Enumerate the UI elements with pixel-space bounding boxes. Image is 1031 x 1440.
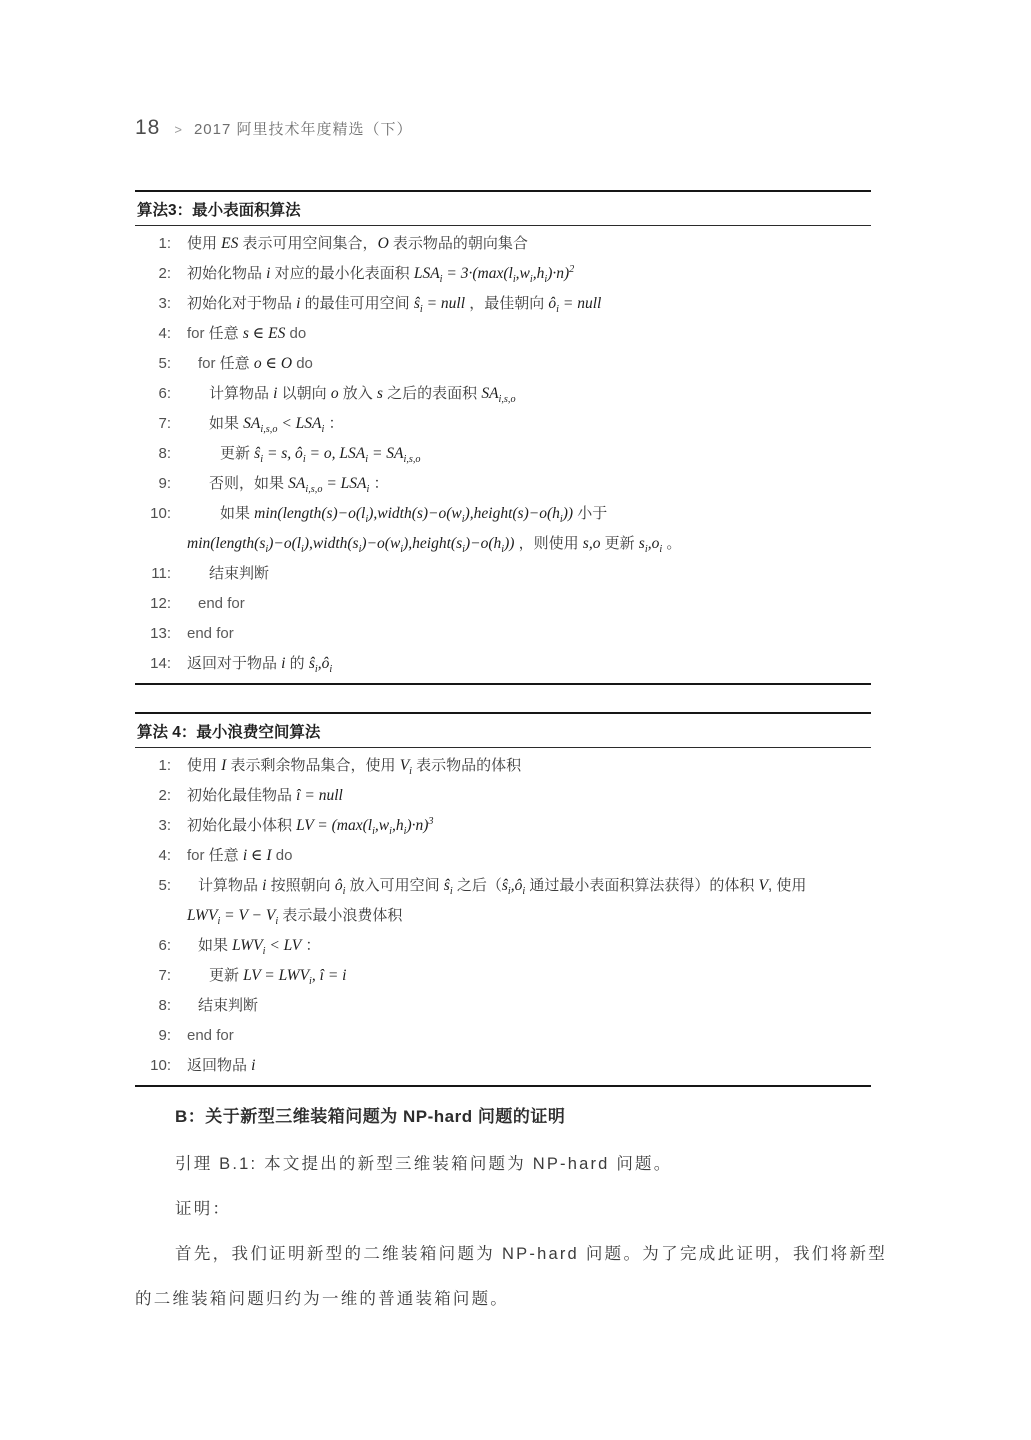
algorithm3-title: 算法3：最小表面积算法 bbox=[135, 192, 871, 226]
algorithm-line bbox=[135, 961, 871, 991]
algorithm-line bbox=[135, 781, 871, 811]
line-number: 9: bbox=[158, 1027, 171, 1044]
section-b-heading: B：关于新型三维装箱问题为 NP-hard 问题的证明 bbox=[175, 1107, 566, 1126]
line-text: end for bbox=[187, 625, 234, 642]
line-number: 4: bbox=[158, 847, 171, 864]
line-text: 初始化对于物品 i 的最佳可用空间 $ŝ_i$ = null ，最佳朝向 $ô_i$ = null bbox=[187, 295, 602, 316]
line-number: 8: bbox=[158, 445, 171, 462]
line-text: for 任意 i ∈ I do bbox=[187, 847, 293, 864]
line-text: 使用 ES 表示可用空间集合，O 表示物品的朝向集合 bbox=[187, 235, 528, 252]
algorithm-line bbox=[135, 409, 871, 439]
algorithm-line bbox=[135, 289, 871, 319]
line-number: 7: bbox=[158, 415, 171, 432]
algorithm-line bbox=[135, 811, 871, 841]
line-number: 5: bbox=[158, 877, 171, 894]
line-text: $LWV_i = V - V_i$ 表示最小浪费体积 bbox=[187, 907, 403, 928]
line-text: 如果 $SA_{i,s,o} < LSA_i$ ： bbox=[209, 415, 344, 436]
algorithm3-body bbox=[135, 226, 871, 683]
line-text: end for bbox=[187, 1027, 234, 1044]
algorithm4-body bbox=[135, 748, 871, 1085]
line-number: 10: bbox=[150, 1057, 171, 1074]
line-number: 11: bbox=[151, 565, 171, 582]
line-text: 结束判断 bbox=[209, 565, 270, 582]
algorithm-line bbox=[135, 871, 871, 901]
line-number: 10: bbox=[150, 505, 171, 522]
line-number: 4: bbox=[158, 325, 171, 342]
algorithm-line bbox=[135, 349, 871, 379]
line-number: 13: bbox=[150, 625, 171, 642]
line-number: 3: bbox=[158, 817, 171, 834]
algorithm-line bbox=[135, 559, 871, 589]
algorithm-line bbox=[135, 229, 871, 259]
algorithm-line bbox=[135, 649, 871, 679]
line-text: 初始化最小体积 LV = $(\max(l_i,w_i,h_i)\cdot n)^3$ bbox=[187, 815, 434, 838]
algorithm4-title: 算法 4：最小浪费空间算法 bbox=[135, 714, 871, 748]
page-number: 18 bbox=[135, 116, 161, 139]
line-number: 5: bbox=[158, 355, 171, 372]
line-number bbox=[135, 901, 171, 931]
line-text: 结束判断 bbox=[198, 997, 259, 1014]
algorithm-line bbox=[135, 379, 871, 409]
line-text: for 任意 o ∈ O do bbox=[198, 355, 313, 372]
algorithm-line bbox=[135, 619, 871, 649]
algorithm3-block bbox=[135, 190, 871, 685]
algorithm-line bbox=[135, 439, 871, 469]
proof-label: 证明： bbox=[175, 1200, 232, 1218]
algorithm-line bbox=[135, 1051, 871, 1081]
line-text: 使用 I 表示剩余物品集合，使用 $V_i$ 表示物品的体积 bbox=[187, 757, 522, 778]
line-number: 9: bbox=[158, 475, 171, 492]
line-number: 12: bbox=[150, 595, 171, 612]
line-number: 14: bbox=[150, 655, 171, 672]
algorithm4-block bbox=[135, 712, 871, 1087]
line-number: 6: bbox=[158, 385, 171, 402]
algorithm-line bbox=[135, 841, 871, 871]
algorithm-line bbox=[135, 259, 871, 289]
algorithm-line bbox=[135, 469, 871, 499]
algorithm-line bbox=[135, 589, 871, 619]
algorithm-line bbox=[135, 529, 871, 559]
line-number: 1: bbox=[158, 235, 171, 252]
line-text: 计算物品 i 按照朝向 $ô_i$ 放入可用空间 $ŝ_i$ 之后（$ŝ_i,ô_i$ 通过最小表面积算法获得）的体积 V, 使用 bbox=[198, 877, 807, 898]
line-number: 2: bbox=[158, 787, 171, 804]
line-text: 更新 LV = $LWV_i$, î = i bbox=[209, 967, 347, 988]
line-text: 否则，如果 $SA_{i,s,o} = LSA_i$ ： bbox=[209, 475, 389, 496]
line-text: 初始化物品 i 对应的最小化表面积 $LSA_i = 3\cdot(\max(l_i,w_i,h_i)\cdot n)^2$ bbox=[187, 263, 575, 286]
lemma-paragraph: 引理 B.1: 本文提出的新型三维装箱问题为 NP-hard 问题。 bbox=[175, 1155, 673, 1173]
algorithm-line bbox=[135, 901, 871, 931]
line-number: 8: bbox=[158, 997, 171, 1014]
section-b bbox=[135, 1102, 887, 1322]
line-text: end for bbox=[198, 595, 245, 612]
header-separator: > bbox=[174, 122, 182, 137]
algorithm-line bbox=[135, 931, 871, 961]
line-text: 初始化最佳物品 î = null bbox=[187, 787, 343, 804]
algorithm-line bbox=[135, 319, 871, 349]
algorithm-line bbox=[135, 751, 871, 781]
line-number: 7: bbox=[158, 967, 171, 984]
proof-paragraph: 首先，我们证明新型的二维装箱问题为 NP-hard 问题。为了完成此证明，我们将新型的二维装箱问题归约为一维的普通装箱问题。 bbox=[135, 1245, 887, 1308]
line-text: $\min(length(s_i)-o(l_i),width(s_i)-o(w_i),height(s_i)-o(h_i))$ ，则使用 s,o 更新 $s_i,o_i$ 。 bbox=[187, 535, 682, 556]
line-text: 返回对于物品 i 的 $ŝ_i,ô_i$ bbox=[187, 655, 333, 676]
line-text: 如果 $LWV_i$ < LV ： bbox=[198, 937, 321, 958]
line-number: 2: bbox=[158, 265, 171, 282]
line-text: 如果 $\min(length(s)-o(l_i),width(s)-o(w_i),height(s)-o(h_i))$ 小于 bbox=[220, 505, 608, 526]
line-number: 6: bbox=[158, 937, 171, 954]
algorithm-line bbox=[135, 499, 871, 529]
line-text: 更新 $ŝ_i = s$, $ô_i = o$, $LSA_i = SA_{i,s,o}$ bbox=[220, 445, 421, 466]
book-title: 2017 阿里技术年度精选（下） bbox=[193, 121, 413, 138]
algorithm-line bbox=[135, 991, 871, 1021]
line-text: for 任意 s ∈ ES do bbox=[187, 325, 307, 342]
line-text: 计算物品 i 以朝向 o 放入 s 之后的表面积 $SA_{i,s,o}$ bbox=[209, 385, 516, 406]
line-number: 3: bbox=[158, 295, 171, 312]
line-text: 返回物品 i bbox=[187, 1057, 256, 1074]
line-number bbox=[135, 529, 171, 559]
page-header bbox=[135, 116, 413, 140]
algorithm-line bbox=[135, 1021, 871, 1051]
line-number: 1: bbox=[158, 757, 171, 774]
